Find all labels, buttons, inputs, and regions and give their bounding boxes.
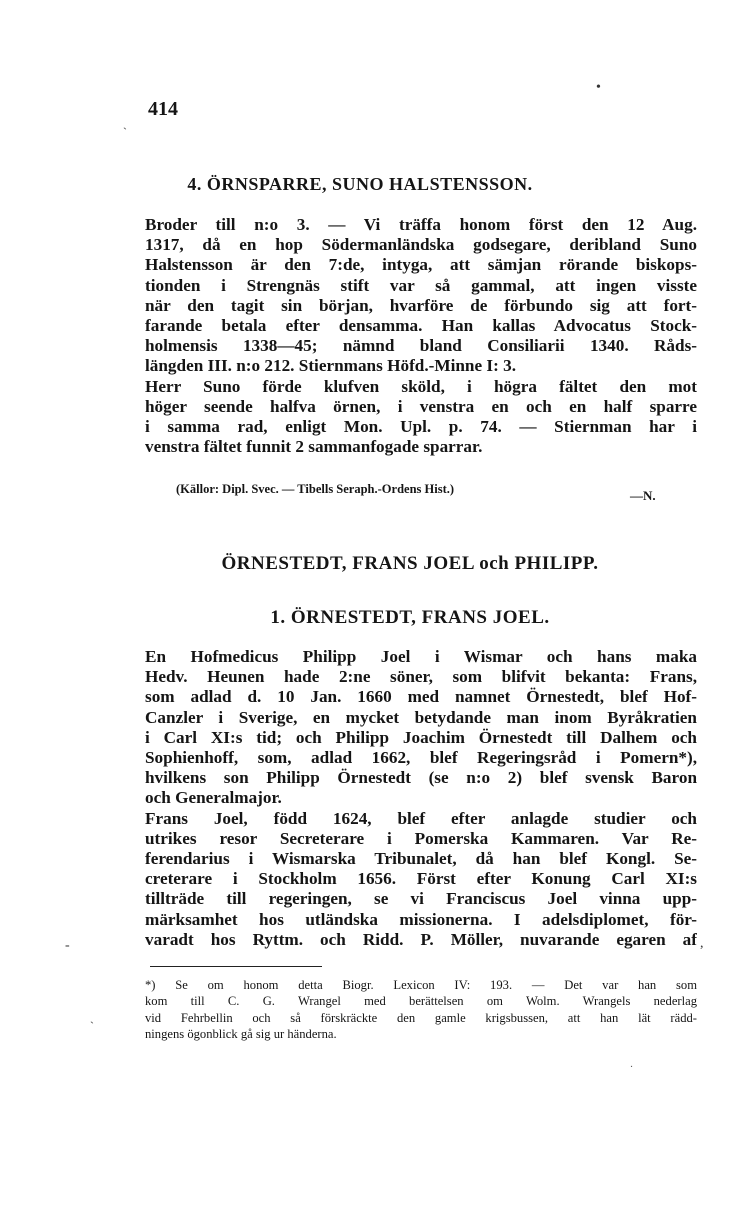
text-line: holmensis 1338—45; nämnd bland Consiliarii 1340. Råds- — [145, 336, 697, 356]
speck-mark: ˋ — [123, 125, 127, 139]
text-line: när den tagit sin början, hvarföre de förbundo sig att fort- — [145, 295, 697, 315]
footnote-line: kom till C. G. Wrangel med berättelsen om Wolm. Wrangels nederlag — [145, 994, 697, 1009]
text-line: och Generalmajor. — [145, 788, 282, 808]
text-line: i Carl XI:s tid; och Philipp Joachim Örnestedt till Dalhem och — [145, 727, 697, 747]
speck-mark: - — [65, 938, 70, 953]
text-line: hvilkens son Philipp Örnestedt (se n:o 2) blef svensk Baron — [145, 768, 697, 788]
text-line: märksamhet hos utländska missionerna. I adelsdiplomet, för- — [145, 909, 697, 929]
section-subheading: 1. ÖRNESTEDT, FRANS JOEL. — [270, 607, 550, 628]
text-line: Herr Suno förde klufven sköld, i högra fältet den mot — [145, 376, 697, 396]
footnote — [145, 977, 697, 1043]
text-line: tillträde till regeringen, se vi Franciscus Joel vinna upp- — [145, 889, 697, 909]
text-line: varadt hos Ryttm. och Ridd. P. Möller, nuvarande egaren af — [145, 929, 697, 949]
sources-note: (Källor: Dipl. Svec. — Tibells Seraph.-Ordens Hist.) — [176, 482, 455, 496]
section-heading: 4. ÖRNSPARRE, SUNO HALSTENSSON. — [187, 174, 533, 194]
text-line: i samma rad, enligt Mon. Upl. p. 74. — Stiernman har i — [145, 417, 697, 437]
page-number: 414 — [148, 98, 178, 120]
text-line: Sophienhoff, som, adlad 1662, blef Regeringsråd i Pomern*), — [145, 748, 697, 768]
text-line: Hedv. Heunen hade 2:ne söner, som blifvit bekanta: Frans, — [145, 667, 697, 687]
footnote-line: *) Se om honom detta Biogr. Lexicon IV: 193. — Det var han som — [145, 978, 697, 992]
text-line: creterare i Stockholm 1656. Först efter Konung Carl XI:s — [145, 869, 697, 889]
text-line: Broder till n:o 3. — Vi träffa honom först den 12 Aug. — [145, 215, 697, 234]
text-line: En Hofmedicus Philipp Joel i Wismar och hans maka — [145, 647, 697, 666]
section-2-body — [145, 647, 697, 950]
text-line: Canzler i Sverige, en mycket betydande man inom Byråkratien — [145, 707, 697, 727]
text-line: Frans Joel, född 1624, blef efter anlagde studier och — [145, 808, 697, 828]
speck-mark: • — [596, 80, 601, 95]
text-line: venstra fältet funnit 2 sammanfogade sparrar. — [145, 437, 483, 457]
text-line: Halstensson är den 7:de, intyga, att sämjan rörande biskops- — [145, 255, 697, 275]
text-line: ferendarius i Wismarska Tribunalet, då han blef Kongl. Se- — [145, 849, 697, 869]
text-line: tionden i Strengnäs stift var så gammal, att ingen visste — [145, 275, 697, 295]
text-line: farande betala efter densamma. Han kallas Advocatus Stock- — [145, 316, 697, 336]
section-1-body — [145, 215, 697, 457]
speck-mark: ˎ — [90, 1010, 94, 1024]
section-heading: ÖRNESTEDT, FRANS JOEL och PHILIPP. — [221, 553, 599, 574]
footnote-line: ningens ögonblick gå sig ur händerna. — [145, 1027, 337, 1042]
text-line: 1317, då en hop Södermanländska godsegare, deribland Suno — [145, 235, 697, 255]
speck-mark: ˑ — [630, 1062, 634, 1074]
text-line: längden III. n:o 212. Stiernmans Höfd.-Minne I: 3. — [145, 356, 517, 376]
author-signature: —N. — [630, 488, 656, 503]
text-line: som adlad d. 10 Jan. 1660 med namnet Örnestedt, blef Hof- — [145, 687, 697, 707]
footnote-line: vid Fehrbellin och så förskräckte den gamle krigsbussen, att han lät rädd- — [145, 1010, 697, 1025]
text-line: höger seende halfva örnen, i venstra en och en half sparre — [145, 396, 697, 416]
footnote-divider — [150, 966, 322, 967]
text-line: utrikes resor Secreterare i Pomerska Kammaren. Var Re- — [145, 828, 697, 848]
speck-mark: , — [700, 936, 704, 951]
